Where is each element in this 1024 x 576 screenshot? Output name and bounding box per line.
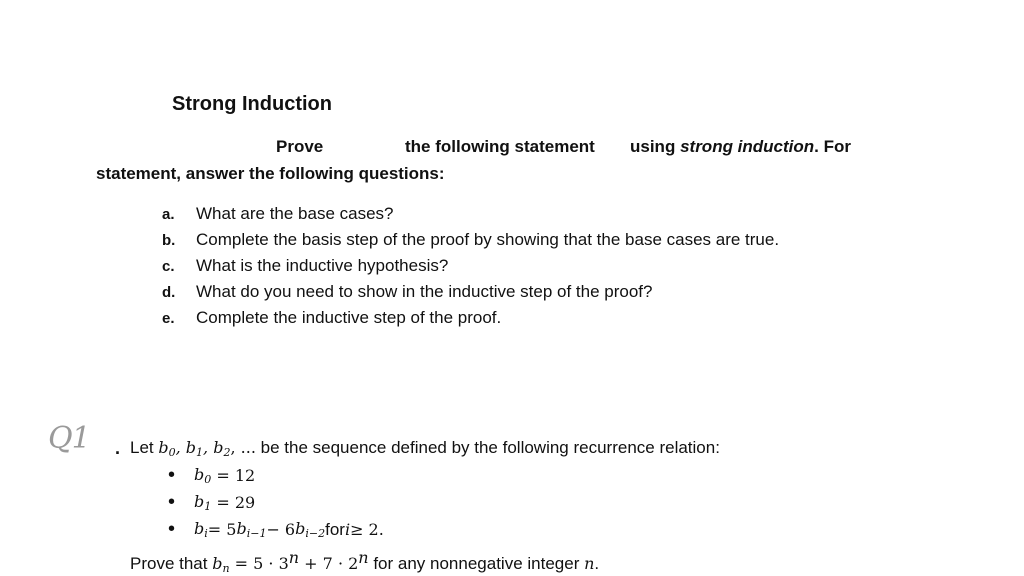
question-list	[162, 201, 779, 331]
question-text: What do you need to show in the inductive step of the proof?	[196, 282, 653, 301]
question-letter: a.	[162, 205, 175, 223]
bullet-icon: •	[168, 464, 176, 486]
recurrence-item-bi: • $b_i$ = 5 $b_{i-1}$ − 6 $b_{i-2}$ for i ≥ 2.	[168, 518, 384, 540]
handwritten-q1-label: Q1	[48, 421, 90, 456]
question-letter: c.	[162, 257, 175, 275]
question-letter: e.	[162, 309, 175, 327]
instruction-line-2: statement, answer the following questions:	[96, 164, 445, 183]
question-text: Complete the basis step of the proof by showing that the base cases are true.	[196, 230, 780, 249]
question-item	[162, 305, 779, 331]
intro-prefix: Let	[130, 438, 154, 457]
instruction-strong-induction: strong induction	[680, 137, 815, 156]
question-text: Complete the inductive step of the proof.	[196, 308, 502, 327]
bullet-icon: •	[168, 491, 176, 513]
recurrence-item-b0: • $b_0$ = 12	[168, 464, 256, 486]
recurrence-item-b1: • $b_1$ = 29	[168, 491, 256, 513]
problem-intro	[130, 438, 720, 459]
question-text: What is the inductive hypothesis?	[196, 256, 449, 275]
question-item	[162, 201, 779, 227]
question-item	[162, 227, 779, 253]
instruction-using-word: using	[630, 137, 676, 156]
question-letter: b.	[162, 231, 176, 249]
recurrence-list	[168, 462, 384, 543]
question-item	[162, 279, 779, 305]
instruction-using	[630, 137, 851, 157]
instruction-statement: the following statement	[405, 137, 595, 156]
instruction-prove: Prove	[276, 137, 324, 156]
instruction-for: . For	[814, 137, 852, 156]
prove-statement: Prove that $b_n = 5 \cdot 3^n + 7 \cdot 2^n$ for any nonnegative integer n.	[130, 548, 600, 575]
problem-number-dot: .	[115, 438, 121, 458]
question-item	[162, 253, 779, 279]
bullet-icon: •	[168, 518, 176, 540]
sequence-terms: $b_0$, $b_1$, $b_2$, ...	[158, 438, 256, 459]
page-title: Strong Induction	[172, 93, 332, 115]
intro-suffix: be the sequence defined by the following recurrence relation:	[260, 438, 720, 457]
question-text: What are the base cases?	[196, 204, 394, 223]
question-letter: d.	[162, 283, 176, 301]
